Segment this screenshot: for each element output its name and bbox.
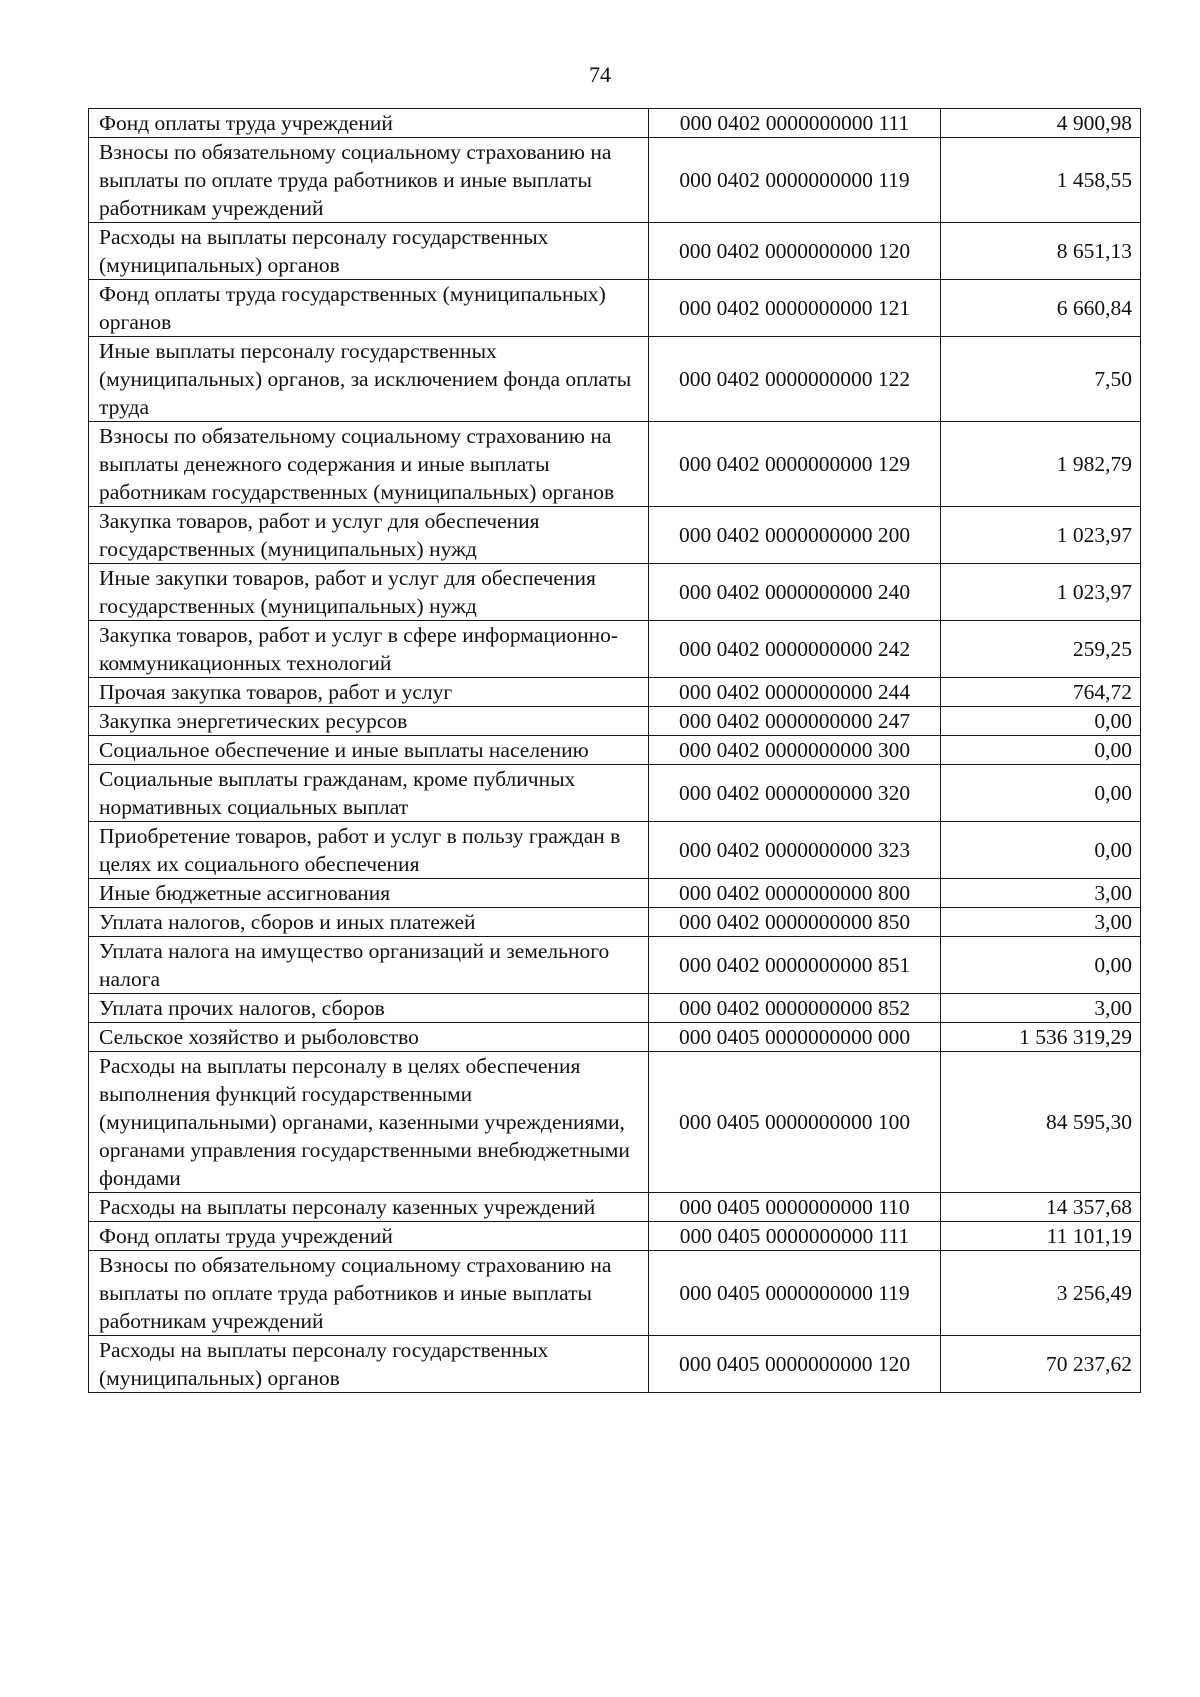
row-code: 000 0402 0000000000 200 bbox=[649, 507, 941, 564]
row-code: 000 0402 0000000000 247 bbox=[649, 707, 941, 736]
row-amount: 1 023,97 bbox=[941, 507, 1141, 564]
table-row bbox=[89, 1052, 1141, 1193]
row-amount: 1 023,97 bbox=[941, 564, 1141, 621]
row-amount: 14 357,68 bbox=[941, 1193, 1141, 1222]
row-name: Иные закупки товаров, работ и услуг для обеспечения государственных (муниципальных) нужд bbox=[89, 564, 649, 621]
row-code: 000 0402 0000000000 240 bbox=[649, 564, 941, 621]
row-name: Взносы по обязательному социальному страхованию на выплаты денежного содержания и иные выплаты работникам государственных (муниципальных) органов bbox=[89, 422, 649, 507]
table-row bbox=[89, 280, 1141, 337]
table-row bbox=[89, 678, 1141, 707]
row-amount: 764,72 bbox=[941, 678, 1141, 707]
row-name: Уплата прочих налогов, сборов bbox=[89, 994, 649, 1023]
row-code: 000 0405 0000000000 119 bbox=[649, 1251, 941, 1336]
row-amount: 1 458,55 bbox=[941, 138, 1141, 223]
row-amount: 0,00 bbox=[941, 736, 1141, 765]
row-code: 000 0402 0000000000 244 bbox=[649, 678, 941, 707]
row-name: Иные выплаты персоналу государственных (муниципальных) органов, за исключением фонда оплаты труда bbox=[89, 337, 649, 422]
row-code: 000 0402 0000000000 242 bbox=[649, 621, 941, 678]
row-code: 000 0402 0000000000 111 bbox=[649, 109, 941, 138]
row-code: 000 0402 0000000000 850 bbox=[649, 908, 941, 937]
table-row bbox=[89, 138, 1141, 223]
table-row bbox=[89, 422, 1141, 507]
table-row bbox=[89, 337, 1141, 422]
table-row bbox=[89, 707, 1141, 736]
row-name: Закупка товаров, работ и услуг в сфере информационно-коммуникационных технологий bbox=[89, 621, 649, 678]
row-code: 000 0402 0000000000 851 bbox=[649, 937, 941, 994]
row-amount: 8 651,13 bbox=[941, 223, 1141, 280]
row-amount: 84 595,30 bbox=[941, 1052, 1141, 1193]
table-row bbox=[89, 1193, 1141, 1222]
row-code: 000 0405 0000000000 110 bbox=[649, 1193, 941, 1222]
row-code: 000 0402 0000000000 122 bbox=[649, 337, 941, 422]
table-row bbox=[89, 908, 1141, 937]
row-amount: 7,50 bbox=[941, 337, 1141, 422]
row-name: Расходы на выплаты персоналу государственных (муниципальных) органов bbox=[89, 1336, 649, 1393]
row-name: Закупка товаров, работ и услуг для обеспечения государственных (муниципальных) нужд bbox=[89, 507, 649, 564]
table-row bbox=[89, 994, 1141, 1023]
table-row bbox=[89, 1222, 1141, 1251]
row-amount: 0,00 bbox=[941, 822, 1141, 879]
row-name: Приобретение товаров, работ и услуг в пользу граждан в целях их социального обеспечения bbox=[89, 822, 649, 879]
row-code: 000 0405 0000000000 120 bbox=[649, 1336, 941, 1393]
table-row bbox=[89, 1336, 1141, 1393]
row-name: Уплата налога на имущество организаций и земельного налога bbox=[89, 937, 649, 994]
row-amount: 1 536 319,29 bbox=[941, 1023, 1141, 1052]
row-name: Иные бюджетные ассигнования bbox=[89, 879, 649, 908]
row-amount: 3,00 bbox=[941, 908, 1141, 937]
row-name: Взносы по обязательному социальному страхованию на выплаты по оплате труда работников и иные выплаты работникам учреждений bbox=[89, 138, 649, 223]
row-amount: 11 101,19 bbox=[941, 1222, 1141, 1251]
row-code: 000 0402 0000000000 121 bbox=[649, 280, 941, 337]
row-amount: 3,00 bbox=[941, 994, 1141, 1023]
table-row bbox=[89, 879, 1141, 908]
table-row bbox=[89, 109, 1141, 138]
table-row bbox=[89, 1023, 1141, 1052]
row-amount: 0,00 bbox=[941, 707, 1141, 736]
row-name: Сельское хозяйство и рыболовство bbox=[89, 1023, 649, 1052]
table-row bbox=[89, 765, 1141, 822]
table-row bbox=[89, 1251, 1141, 1336]
table-row bbox=[89, 822, 1141, 879]
row-name: Расходы на выплаты персоналу казенных учреждений bbox=[89, 1193, 649, 1222]
row-code: 000 0402 0000000000 129 bbox=[649, 422, 941, 507]
row-amount: 0,00 bbox=[941, 937, 1141, 994]
row-amount: 0,00 bbox=[941, 765, 1141, 822]
table-body bbox=[89, 109, 1141, 1393]
row-code: 000 0402 0000000000 320 bbox=[649, 765, 941, 822]
table-row bbox=[89, 223, 1141, 280]
row-name: Фонд оплаты труда государственных (муниципальных) органов bbox=[89, 280, 649, 337]
row-name: Взносы по обязательному социальному страхованию на выплаты по оплате труда работников и иные выплаты работникам учреждений bbox=[89, 1251, 649, 1336]
row-amount: 6 660,84 bbox=[941, 280, 1141, 337]
row-amount: 3,00 bbox=[941, 879, 1141, 908]
row-amount: 4 900,98 bbox=[941, 109, 1141, 138]
row-name: Прочая закупка товаров, работ и услуг bbox=[89, 678, 649, 707]
row-code: 000 0402 0000000000 323 bbox=[649, 822, 941, 879]
row-name: Социальные выплаты гражданам, кроме публичных нормативных социальных выплат bbox=[89, 765, 649, 822]
row-amount: 259,25 bbox=[941, 621, 1141, 678]
table-row bbox=[89, 507, 1141, 564]
row-amount: 70 237,62 bbox=[941, 1336, 1141, 1393]
row-name: Фонд оплаты труда учреждений bbox=[89, 109, 649, 138]
row-name: Расходы на выплаты персоналу государственных (муниципальных) органов bbox=[89, 223, 649, 280]
row-code: 000 0402 0000000000 119 bbox=[649, 138, 941, 223]
row-amount: 1 982,79 bbox=[941, 422, 1141, 507]
row-amount: 3 256,49 bbox=[941, 1251, 1141, 1336]
page-number: 74 bbox=[589, 62, 611, 87]
budget-table bbox=[88, 108, 1141, 1393]
row-code: 000 0402 0000000000 852 bbox=[649, 994, 941, 1023]
row-name: Социальное обеспечение и иные выплаты населению bbox=[89, 736, 649, 765]
row-code: 000 0402 0000000000 120 bbox=[649, 223, 941, 280]
table-row bbox=[89, 937, 1141, 994]
row-name: Уплата налогов, сборов и иных платежей bbox=[89, 908, 649, 937]
table-row bbox=[89, 736, 1141, 765]
row-code: 000 0405 0000000000 111 bbox=[649, 1222, 941, 1251]
table-row bbox=[89, 564, 1141, 621]
row-code: 000 0405 0000000000 000 bbox=[649, 1023, 941, 1052]
row-code: 000 0402 0000000000 800 bbox=[649, 879, 941, 908]
table-row bbox=[89, 621, 1141, 678]
row-code: 000 0402 0000000000 300 bbox=[649, 736, 941, 765]
row-code: 000 0405 0000000000 100 bbox=[649, 1052, 941, 1193]
row-name: Закупка энергетических ресурсов bbox=[89, 707, 649, 736]
row-name: Фонд оплаты труда учреждений bbox=[89, 1222, 649, 1251]
row-name: Расходы на выплаты персоналу в целях обеспечения выполнения функций государственными (муниципальными) органами, казенными учреждениями, органами управления государственными внебюджетными фондами bbox=[89, 1052, 649, 1193]
